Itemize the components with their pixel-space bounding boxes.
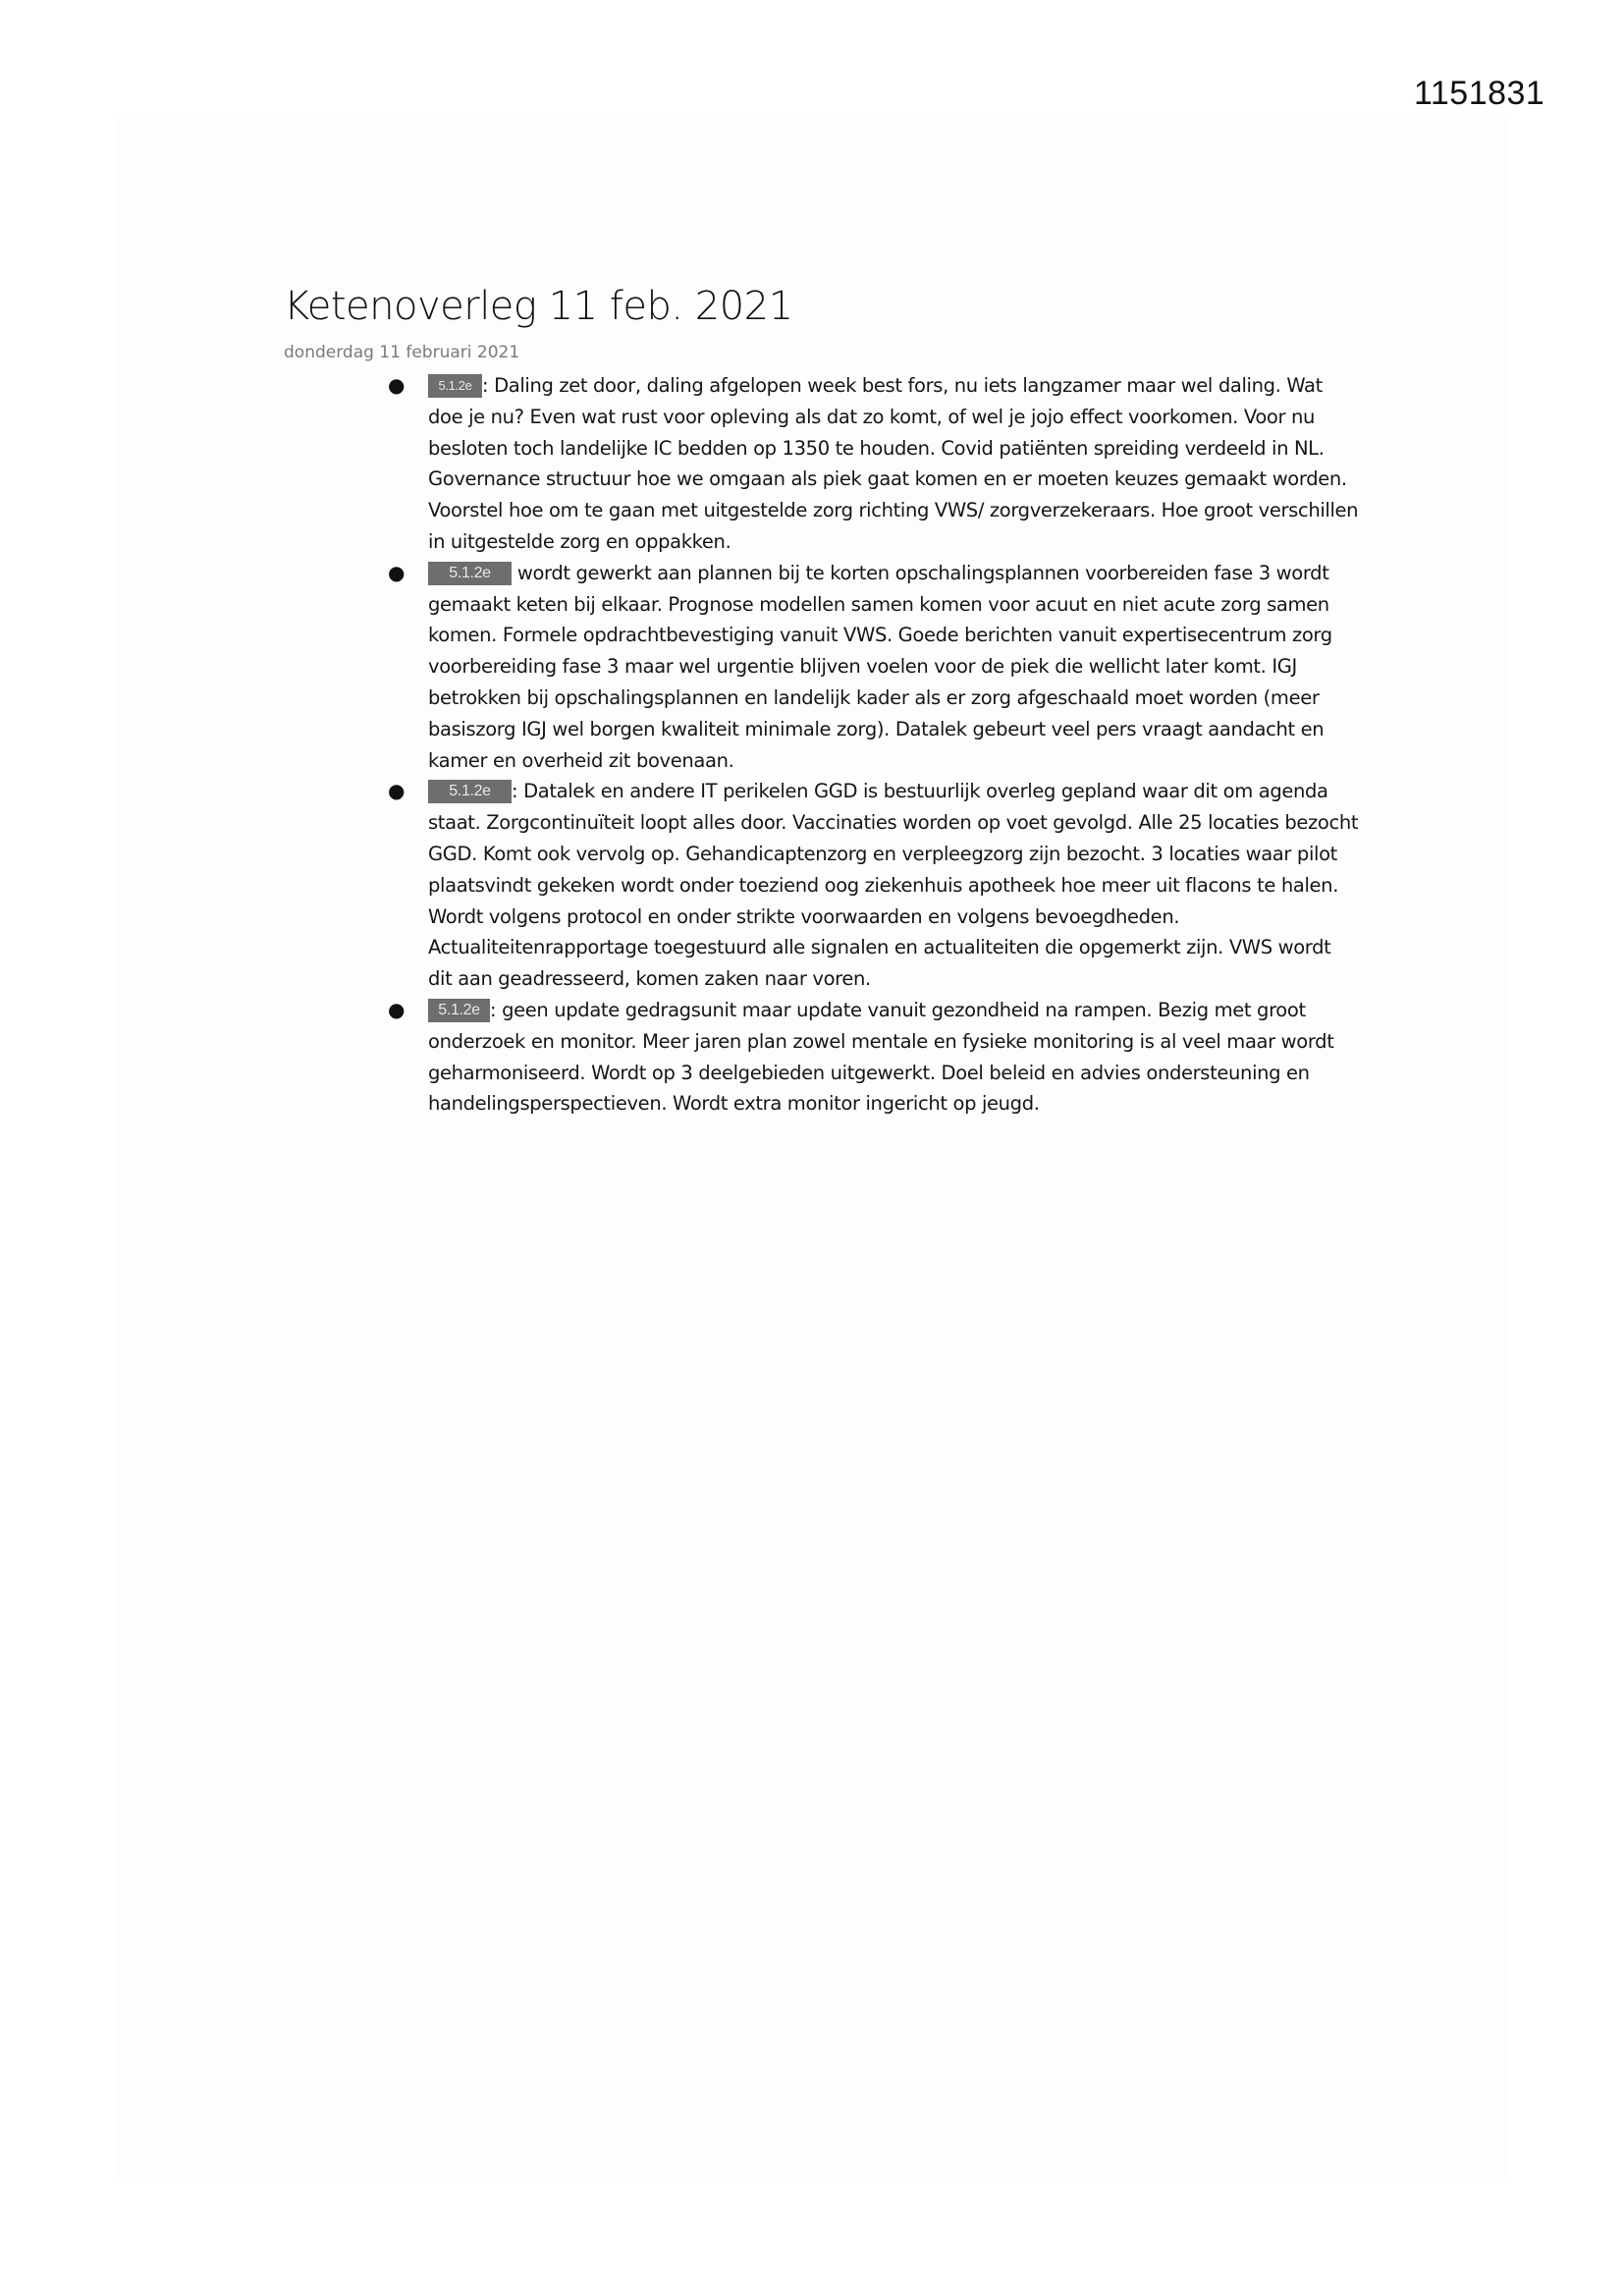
bullet-icon: ● bbox=[388, 997, 406, 1021]
redaction-box: 5.1.2e bbox=[428, 562, 512, 585]
document-number: 1151831 bbox=[1414, 75, 1545, 112]
page-date: donderdag 11 februari 2021 bbox=[284, 343, 520, 362]
list-item bbox=[377, 995, 1359, 1120]
redaction-box: 5.1.2e bbox=[428, 374, 482, 398]
list-item bbox=[377, 558, 1359, 777]
bullet-icon: ● bbox=[388, 779, 406, 803]
page-title: Ketenoverleg 11 feb. 2021 bbox=[284, 284, 793, 329]
list-item bbox=[377, 370, 1359, 558]
list-item bbox=[377, 776, 1359, 995]
note-text: : Daling zet door, daling afgelopen week best fors, nu iets langzamer maar wel daling. Wat doe je nu? Even wat rust voor opleving als dat zo komt, of wel je jojo effect voorkomen. Voor nu besloten toch landelijke IC bedden op 1350 te houden. Covid patiënten spreiding verdeeld in NL. Governance structuur hoe we omgaan als piek gaat komen en er moeten keuzes gemaakt worden. Voorstel hoe om te gaan met uitgestelde zorg richting VWS/ zorgverzekeraars. Hoe groot verschillen in uitgestelde zorg en oppakken. bbox=[428, 374, 1359, 553]
redaction-box: 5.1.2e bbox=[428, 999, 490, 1022]
note-text: wordt gewerkt aan plannen bij te korten opschalingsplannen voorbereiden fase 3 wordt gemaakt keten bij elkaar. Prognose modellen samen komen voor acuut en niet acute zorg samen komen. Formele opdrachtbevestiging vanuit VWS. Goede berichten vanuit expertisecentrum zorg voorbereiding fase 3 maar wel urgentie blijven voelen voor de piek die wellicht later komt. IGJ betrokken bij opschalingsplannen en landelijk kader als er zorg afgeschaald moet worden (meer basiszorg IGJ wel borgen kwaliteit minimale zorg). Datalek gebeurt veel pers vraagt aandacht en kamer en overheid zit bovenaan. bbox=[428, 561, 1332, 772]
note-text: : geen update gedragsunit maar update vanuit gezondheid na rampen. Bezig met groot onderzoek en monitor. Meer jaren plan zowel mentale en fysieke monitoring is al veel maar wordt geharmoniseerd. Wordt op 3 deelgebieden uitgewerkt. Doel beleid en advies ondersteuning en handelingsperspectieven. Wordt extra monitor ingericht op jeugd. bbox=[428, 998, 1334, 1116]
redaction-box: 5.1.2e bbox=[428, 780, 512, 803]
note-text: : Datalek en andere IT perikelen GGD is bestuurlijk overleg gepland waar dit om agenda staat. Zorgcontinuïteit loopt alles door. Vaccinaties worden op voet gevolgd. Alle 25 locaties bezocht GGD. Komt ook vervolg op. Gehandicaptenzorg en verpleegzorg zijn bezocht. 3 locaties waar pilot plaatsvindt gekeken wordt onder toeziend oog ziekenhuis apotheek hoe meer uit flacons te halen. Wordt volgens protocol en onder strikte voorwaarden en volgens bevoegdheden. Actualiteitenrapportage toegestuurd alle signalen en actualiteiten die opgemerkt zijn. VWS wordt dit aan geadresseerd, komen zaken naar voren. bbox=[428, 780, 1359, 991]
bullet-icon: ● bbox=[388, 560, 406, 584]
bullet-icon: ● bbox=[388, 373, 406, 397]
notes-list bbox=[377, 370, 1359, 1120]
